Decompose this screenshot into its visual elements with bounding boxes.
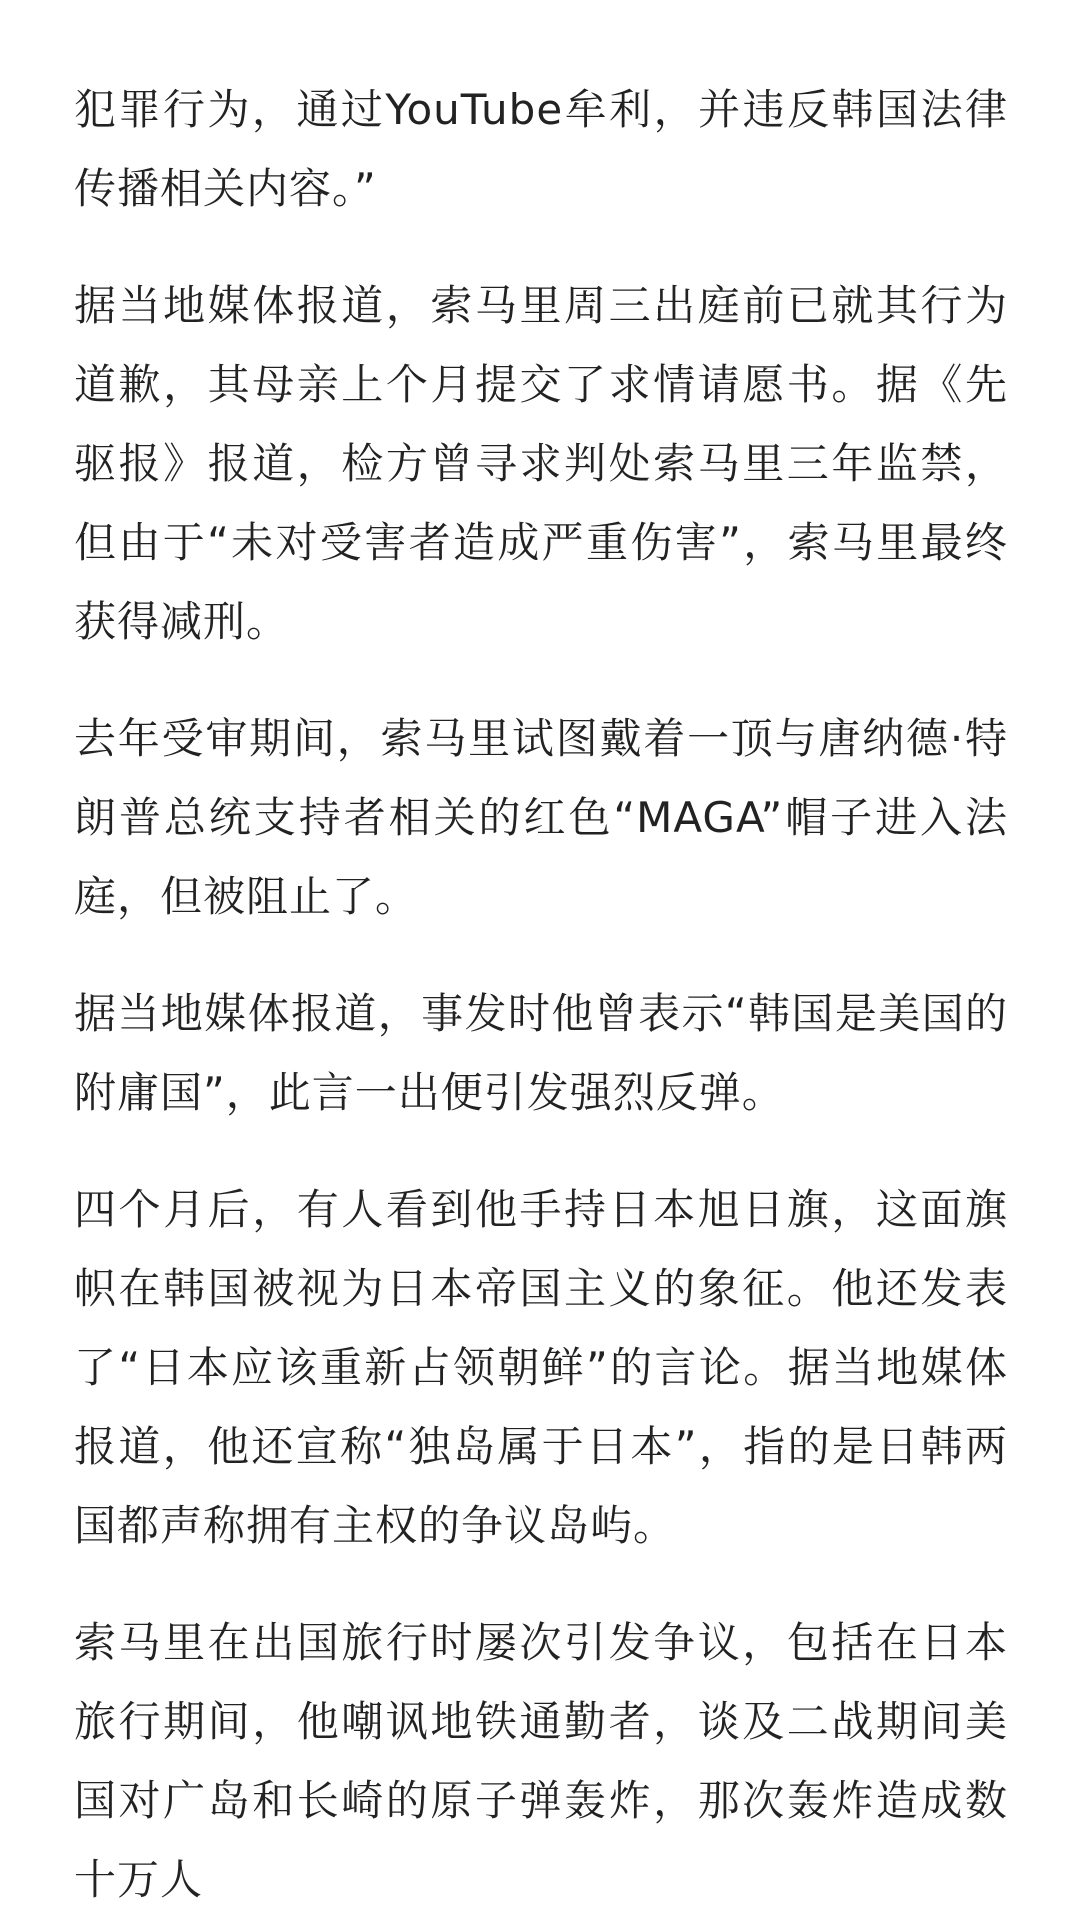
article-paragraph: 索马里在出国旅行时屡次引发争议，包括在日本旅行期间，他嘲讽地铁通勤者，谈及二战期间美国对广岛和长崎的原子弹轰炸，那次轰炸造成数十万人 xyxy=(74,1618,1008,1904)
article-body xyxy=(74,70,1008,1919)
article-paragraph: 据当地媒体报道，索马里周三出庭前已就其行为道歉，其母亲上个月提交了求情请愿书。据《先驱报》报道，检方曾寻求判处索马里三年监禁，但由于“未对受害者造成严重伤害”，索马里最终获得减刑。 xyxy=(74,281,1008,646)
article-paragraph: 去年受审期间，索马里试图戴着一顶与唐纳德·特朗普总统支持者相关的红色“MAGA”帽子进入法庭，但被阻止了。 xyxy=(74,714,1008,921)
article-paragraph: 据当地媒体报道，事发时他曾表示“韩国是美国的附庸国”，此言一出便引发强烈反弹。 xyxy=(74,989,1008,1117)
article-paragraph: 犯罪行为，通过YouTube牟利，并违反韩国法律传播相关内容。” xyxy=(74,85,1008,213)
article-paragraph: 四个月后，有人看到他手持日本旭日旗，这面旗帜在韩国被视为日本帝国主义的象征。他还发表了“日本应该重新占领朝鲜”的言论。据当地媒体报道，他还宣称“独岛属于日本”，指的是日韩两国都声称拥有主权的争议岛屿。 xyxy=(74,1185,1008,1550)
